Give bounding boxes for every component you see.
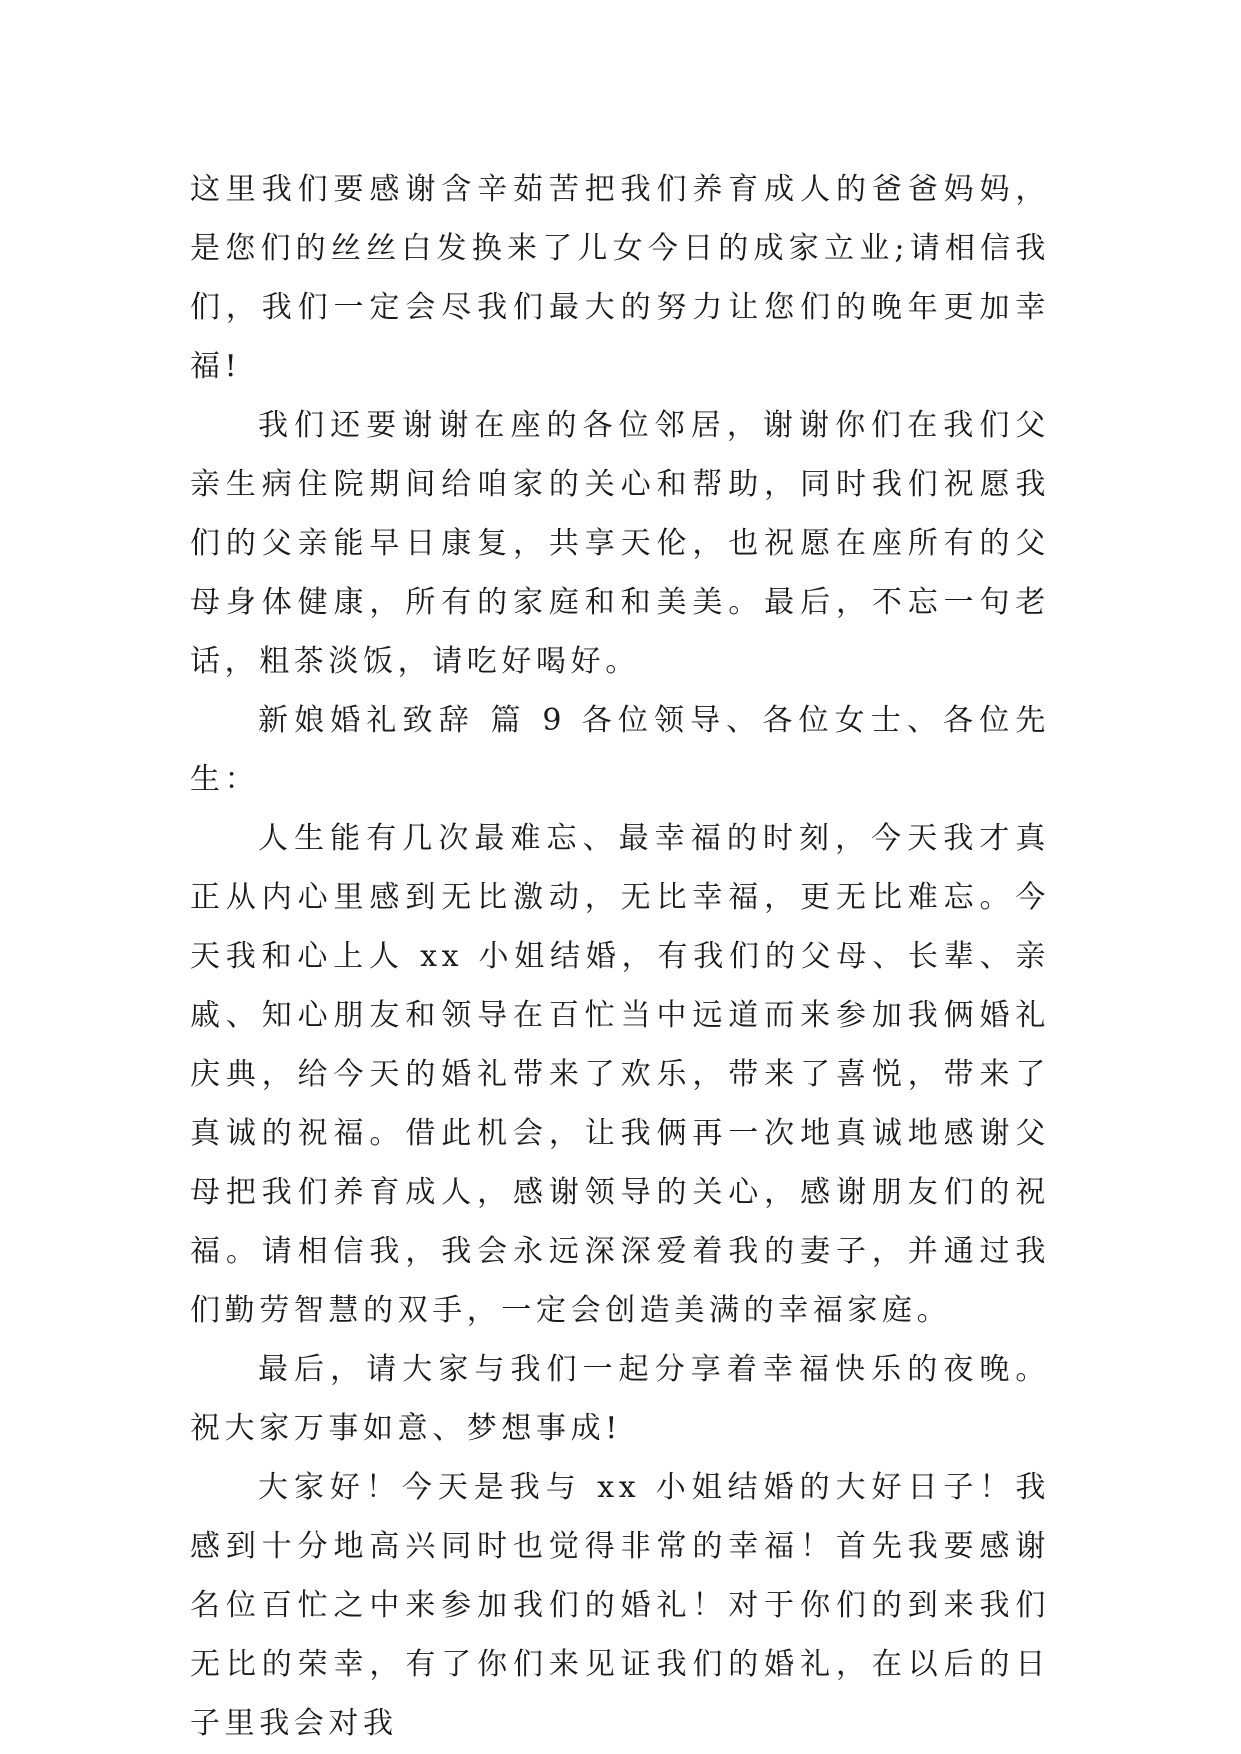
paragraph-greeting: 大家好！今天是我与 xx 小姐结婚的大好日子！我感到十分地高兴同时也觉得非常的幸福！首先我要感谢名位百忙之中来参加我们的婚礼！对于你们的到来我们无比的荣幸，有了你们来见证我们的婚礼，在以后的日子里我会对我 — [190, 1470, 1050, 1741]
document-body — [190, 160, 1050, 1753]
paragraph-section-heading: 新娘婚礼致辞 篇 9 各位领导、各位女士、各位先生： — [190, 703, 1050, 797]
paragraph-closing-wishes: 最后，请大家与我们一起分享着幸福快乐的夜晚。祝大家万事如意、梦想事成! — [190, 1352, 1050, 1446]
paragraph-thanks-parents: 这里我们要感谢含辛茹苦把我们养育成人的爸爸妈妈，是您们的丝丝白发换来了儿女今日的成家立业;请相信我们，我们一定会尽我们最大的努力让您们的晚年更加幸福! — [190, 172, 1050, 384]
paragraph-thanks-neighbors: 我们还要谢谢在座的各位邻居，谢谢你们在我们父亲生病住院期间给咱家的关心和帮助，同时我们祝愿我们的父亲能早日康复，共享天伦，也祝愿在座所有的父母身体健康，所有的家庭和和美美。最后，不忘一句老话，粗茶淡饭，请吃好喝好。 — [190, 408, 1050, 679]
paragraph-happiest-moment: 人生能有几次最难忘、最幸福的时刻，今天我才真正从内心里感到无比激动，无比幸福，更无比难忘。今天我和心上人 xx 小姐结婚，有我们的父母、长辈、亲戚、知心朋友和领导在百忙当中远道而来参加我俩婚礼庆典，给今天的婚礼带来了欢乐，带来了喜悦，带来了真诚的祝福。借此机会，让我俩再一次地真诚地感谢父母把我们养育成人，感谢领导的关心，感谢朋友们的祝福。请相信我，我会永远深深爱着我的妻子，并通过我们勤劳智慧的双手，一定会创造美满的幸福家庭。 — [190, 821, 1050, 1328]
